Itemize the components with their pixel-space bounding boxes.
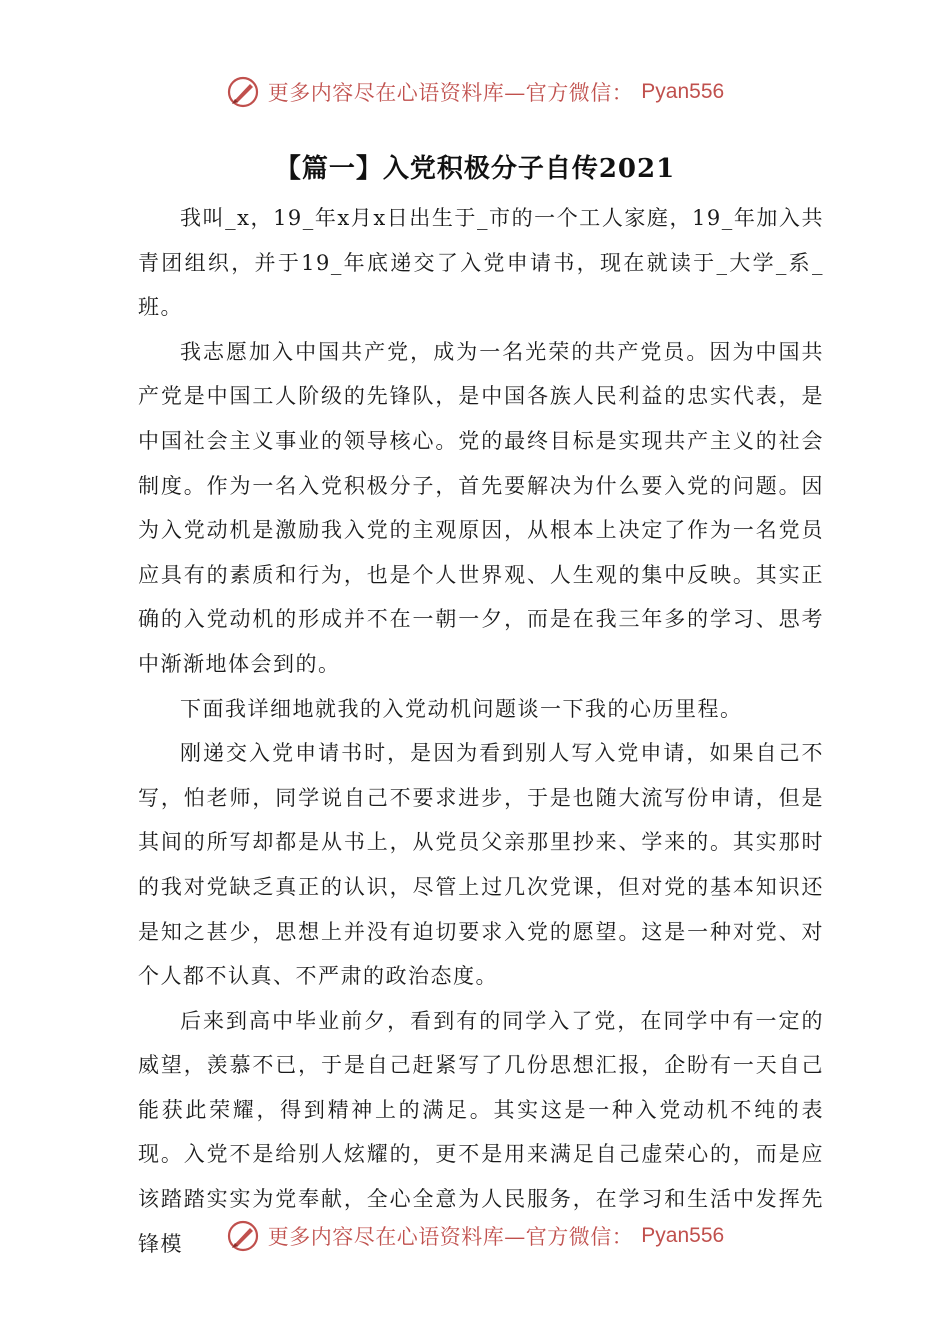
banner-wechat-id: Pyan556	[641, 80, 725, 103]
banner-wechat-id: Pyan556	[641, 1224, 725, 1247]
paragraph-4: 刚递交入党申请书时，是因为看到别人写入党申请，如果自己不写，怕老师，同学说自己不要求进步，于是也随大流写份申请，但是其间的所写却都是从书上，从党员父亲那里抄来、学来的。其实那时的我对党缺乏真正的认识，尽管上过几次党课，但对党的基本知识还是知之甚少，思想上并没有迫切要求入党的愿望。这是一种对党、对个人都不认真、不严肃的政治态度。	[138, 741, 824, 989]
pen-logo-icon	[226, 75, 260, 109]
paragraph-2: 我志愿加入中国共产党，成为一名光荣的共产党员。因为中国共产党是中国工人阶级的先锋队，是中国各族人民利益的忠实代表，是中国社会主义事业的领导核心。党的最终目标是实现共产主义的社会制度。作为一名入党积极分子，首先要解决为什么要入党的问题。因为入党动机是激励我入党的主观原因，从根本上决定了作为一名党员应具有的素质和行为，也是个人世界观、人生观的集中反映。其实正确的入党动机的形成并不在一朝一夕，而是在我三年多的学习、思考中渐渐地体会到的。	[138, 339, 824, 676]
paragraph-5: 后来到高中毕业前夕，看到有的同学入了党，在同学中有一定的威望，羡慕不已，于是自己赶紧写了几份思想汇报，企盼有一天自己能获此荣耀，得到精神上的满足。其实这是一种入党动机不纯的表现。入党不是给别人炫耀的，更不是用来满足自己虚荣心的，而是应该踏踏实实为党奉献，全心全意为人民服务，在学习和生活中发挥先锋模	[138, 1008, 824, 1256]
document-title: 【篇一】入党积极分子自传2021	[274, 154, 676, 184]
pen-logo-icon	[226, 1219, 260, 1253]
banner-text: 更多内容尽在心语资料库—官方微信：	[267, 81, 634, 105]
paragraph-1: 我叫_x，19_年x月x日出生于_市的一个工人家庭，19_年加入共青团组织，并于19_年底递交了入党申请书，现在就读于_大学_系_班。	[138, 206, 824, 320]
banner-text: 更多内容尽在心语资料库—官方微信：	[267, 1225, 634, 1249]
paragraph-3: 下面我详细地就我的入党动机问题谈一下我的心历里程。	[180, 696, 743, 721]
header-watermark-banner	[0, 72, 950, 112]
footer-watermark-banner	[0, 1216, 950, 1256]
document-body	[138, 196, 824, 1266]
